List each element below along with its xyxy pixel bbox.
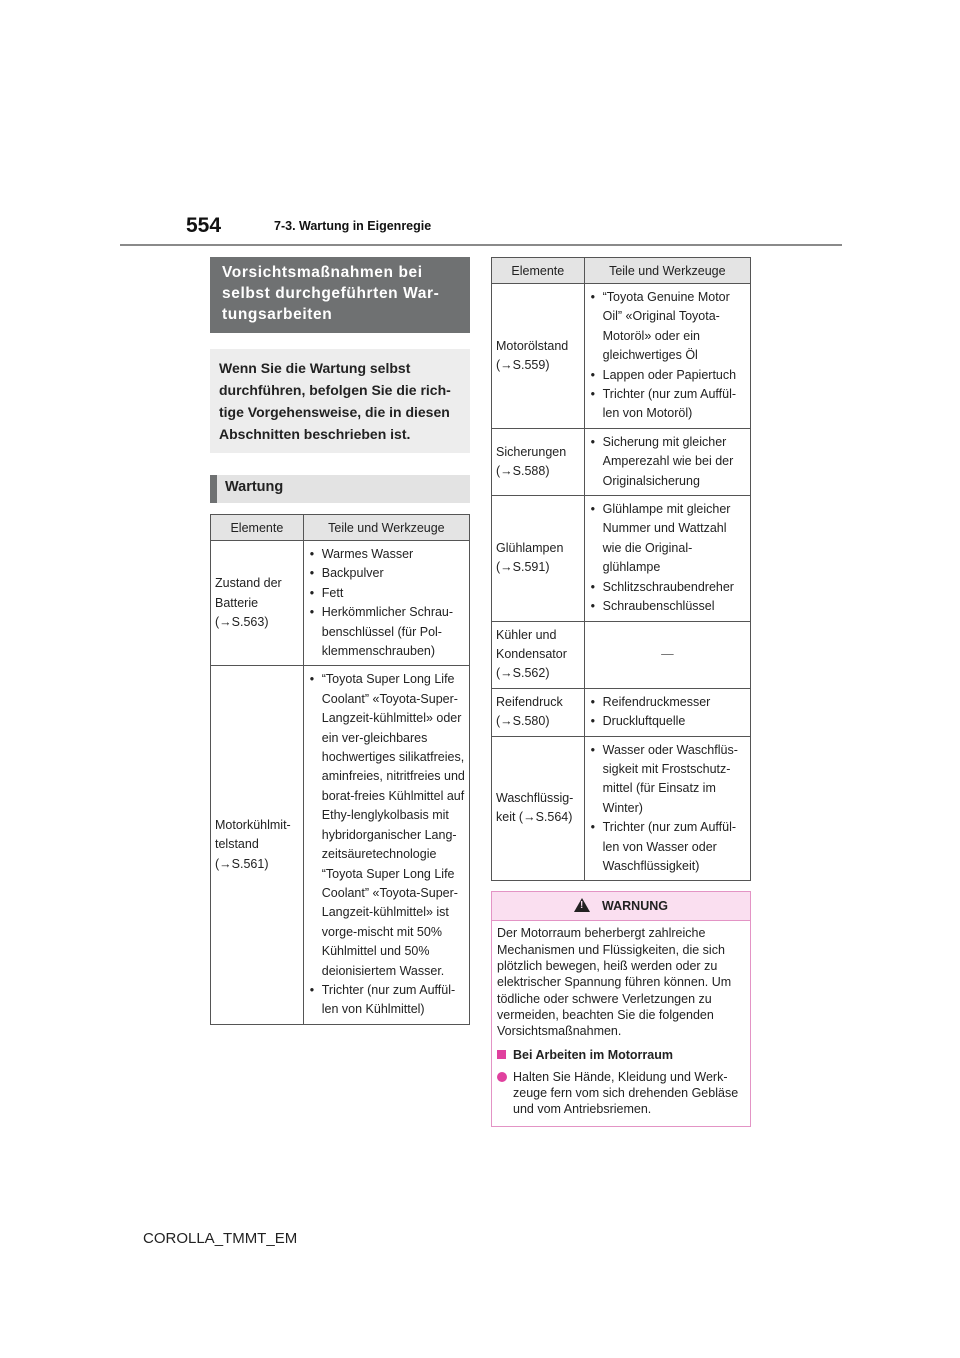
warning-item — [497, 1069, 744, 1118]
table-row — [492, 621, 751, 688]
list-item: • Wasser oder Waschflüs-sigkeit mit Frostschutz-mittel (für Einsatz im Winter) — [589, 741, 746, 819]
table-row — [211, 541, 470, 666]
tools-cell — [303, 541, 469, 666]
square-bullet-icon — [497, 1050, 506, 1059]
warning-body — [492, 921, 750, 1125]
warning-header — [492, 892, 750, 921]
element-cell: Sicherungen (→S.588) — [492, 428, 585, 495]
table-row — [492, 688, 751, 736]
maintenance-table-left — [210, 514, 470, 1025]
list-item: • Schraubenschlüssel — [589, 597, 746, 616]
maintenance-table-right — [491, 257, 751, 881]
element-cell: Waschflüssig-keit (→S.564) — [492, 736, 585, 881]
list-item: • Reifendruckmesser — [589, 693, 746, 712]
list-item: • Warmes Wasser — [308, 545, 465, 564]
list-item: • Druckluftquelle — [589, 712, 746, 731]
table-row — [492, 284, 751, 429]
element-cell: Reifendruck (→S.580) — [492, 688, 585, 736]
header-divider — [120, 244, 842, 246]
intro-text: Wenn Sie die Wartung selbst durchführen, befolgen Sie die rich-tige Vorgehensweise, die in diesen Abschnitten beschrieben ist. — [210, 349, 470, 453]
column-header-tools: Teile und Werkzeuge — [584, 258, 750, 284]
table-row — [211, 666, 470, 1024]
list-item: • Trichter (nur zum Auffül-len von Kühlmittel) — [308, 981, 465, 1020]
warning-item-text: Halten Sie Hände, Kleidung und Werk-zeuge fern vom sich drehenden Gebläse und vom Antriebsriemen. — [513, 1069, 739, 1117]
table-row — [492, 736, 751, 881]
left-column — [210, 257, 470, 1025]
list-item: • “Toyota Genuine Motor Oil” «Original Toyota-Motoröl» oder ein gleichwertiges Öl — [589, 288, 746, 366]
tools-cell — [303, 666, 469, 1024]
warning-title: WARNUNG — [602, 899, 668, 914]
list-item: • Fett — [308, 584, 465, 603]
tools-cell — [584, 688, 750, 736]
table-header-row — [492, 258, 751, 284]
list-item: • Herkömmlicher Schrau-benschlüssel (für Pol-klemmenschrauben) — [308, 603, 465, 661]
warning-triangle-icon — [574, 898, 590, 912]
element-cell: Zustand der Batterie (→S.563) — [211, 541, 304, 666]
table-row — [492, 428, 751, 495]
column-header-tools: Teile und Werkzeuge — [303, 515, 469, 541]
column-header-elements: Elemente — [492, 258, 585, 284]
page-number: 554 — [186, 214, 222, 237]
list-item: • Lappen oder Papiertuch — [589, 366, 746, 385]
warning-box — [491, 891, 751, 1126]
element-cell: Motorölstand (→S.559) — [492, 284, 585, 429]
column-header-elements: Elemente — [211, 515, 304, 541]
tools-cell — [584, 428, 750, 495]
precautions-heading: Vorsichtsmaßnahmen bei selbst durchgeführten War-tungsarbeiten — [210, 257, 470, 333]
warning-subheading — [497, 1047, 744, 1063]
table-row — [492, 496, 751, 621]
list-item: • Glühlampe mit gleicher Nummer und Wattzahl wie die Original-glühlampe — [589, 500, 746, 578]
circle-bullet-icon — [497, 1072, 507, 1082]
element-cell: Glühlampen (→S.591) — [492, 496, 585, 621]
warning-text: Der Motorraum beherbergt zahlreiche Mechanismen und Flüssigkeiten, die sich plötzlich bewegen, heiß werden oder zu elektrischer Spannung führen können. Um tödliche oder schwere Verletzungen zu vermeiden, beachten Sie die folgenden Vorsichtsmaßnahmen. — [497, 926, 732, 1039]
element-cell: Motorkühlmit-telstand (→S.561) — [211, 666, 304, 1024]
list-item: • “Toyota Super Long Life Coolant” «Toyota-Super-Langzeit-kühlmittel» oder ein ver-gleichbares hochwertiges silikatfreies, aminfreies, nitritfreies und borat-freies Kühlmittel auf Ethy-lenglykolbasis mit hybridorganischer Lang-zeitsäuretechnologie “Toyota Super Long Life Coolant” «Toyota-Super-Langzeit-kühlmittel» ist vorge-mischt mit 50% Kühlmittel und 50% deionisiertem Wasser. — [308, 670, 465, 981]
element-cell: Kühler und Kondensator (→S.562) — [492, 621, 585, 688]
tools-cell — [584, 496, 750, 621]
empty-tools-dash: — — [584, 621, 750, 688]
footer-model-code: COROLLA_TMMT_EM — [143, 1230, 298, 1247]
maintenance-subheading: Wartung — [210, 475, 470, 503]
section-title: 7-3. Wartung in Eigenregie — [274, 219, 432, 233]
list-item: • Trichter (nur zum Auffül-len von Motoröl) — [589, 385, 746, 424]
tools-cell — [584, 284, 750, 429]
warning-subheading-label: Bei Arbeiten im Motorraum — [513, 1048, 673, 1063]
list-item: • Trichter (nur zum Auffül-len von Wasser oder Waschflüssigkeit) — [589, 818, 746, 876]
list-item: • Sicherung mit gleicher Amperezahl wie bei der Originalsicherung — [589, 433, 746, 491]
table-header-row — [211, 515, 470, 541]
right-column — [491, 257, 751, 1127]
list-item: • Backpulver — [308, 564, 465, 583]
tools-cell — [584, 736, 750, 881]
list-item: • Schlitzschraubendreher — [589, 578, 746, 597]
